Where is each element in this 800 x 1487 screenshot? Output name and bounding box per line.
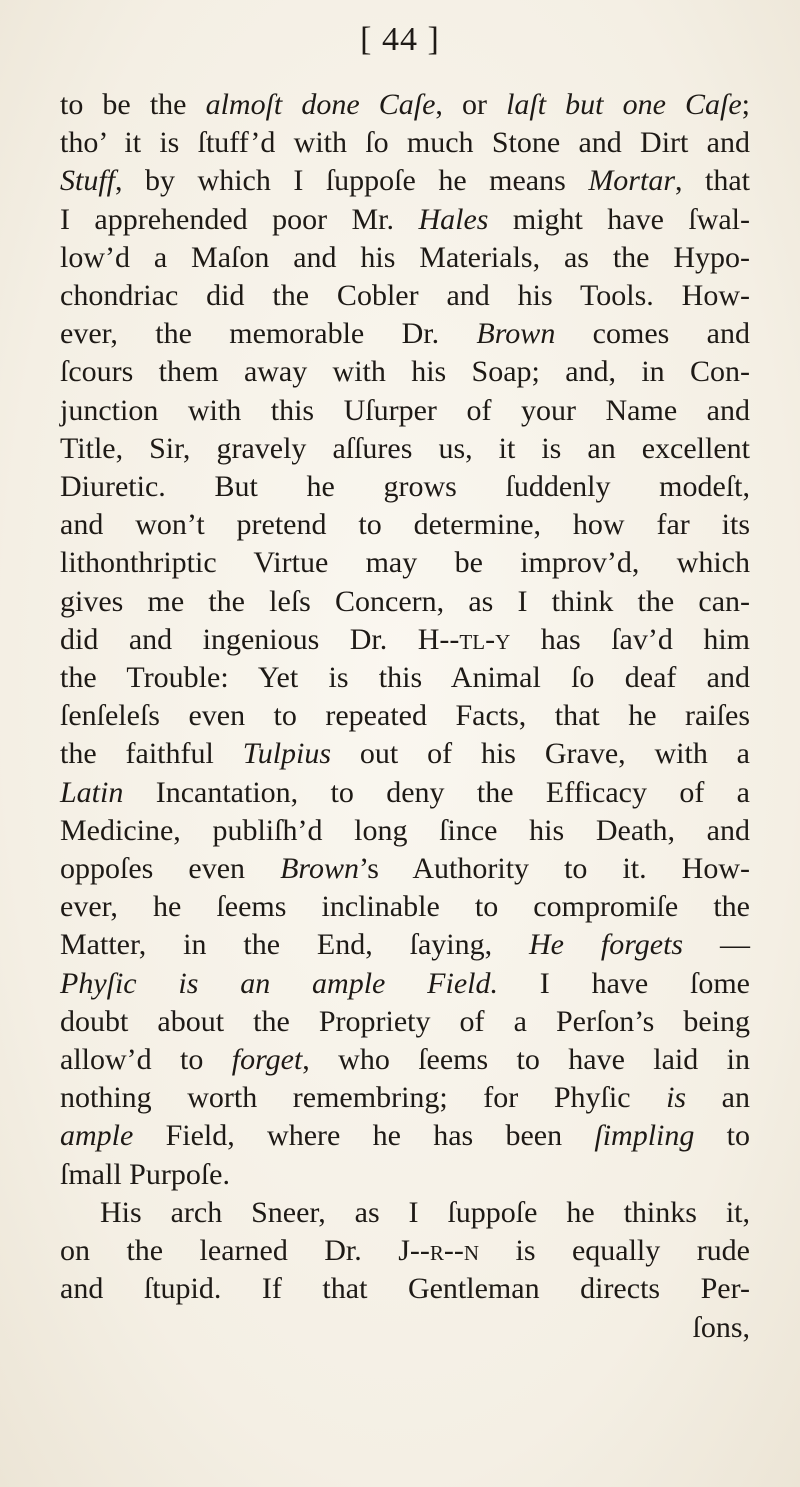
text-run: lithonthriptic Virtue may be improv’d, which xyxy=(60,546,750,580)
italic-text: ample xyxy=(60,1119,134,1153)
text-line xyxy=(60,201,750,239)
text-line xyxy=(60,583,750,621)
text-run: Medicine, publiſh’d long ſince his Death, and xyxy=(60,813,750,847)
text-run: to xyxy=(694,1119,750,1153)
text-line xyxy=(60,1270,750,1308)
italic-text: He forgets xyxy=(529,928,684,962)
text-run: , or xyxy=(435,88,507,121)
text-line xyxy=(60,1079,750,1117)
text-line xyxy=(60,1041,750,1079)
italic-text: Mortar xyxy=(588,164,675,198)
italic-text: Brown xyxy=(280,852,359,886)
text-run: - xyxy=(485,622,496,656)
text-run: tho’ it is ſtuff’d with ſo much Stone and Dirt and xyxy=(60,126,750,160)
text-line xyxy=(60,124,750,162)
text-line xyxy=(60,1194,750,1232)
text-run: I apprehended poor Mr. xyxy=(60,202,419,236)
text-run: Title, Sir, gravely aſſures us, it is an excellent xyxy=(60,431,750,465)
text-line xyxy=(60,468,750,506)
italic-text: Tulpius xyxy=(242,737,332,771)
text-run: and ſtupid. If that Gentleman directs Per- xyxy=(60,1272,750,1306)
text-run: tl xyxy=(459,622,486,656)
text-run: — xyxy=(683,928,750,962)
text-line xyxy=(60,353,750,391)
text-run: might have ſwal- xyxy=(488,202,751,236)
text-run: gives me the leſs Concern, as I think the can- xyxy=(60,584,750,618)
text-line xyxy=(60,1117,750,1155)
text-line xyxy=(60,162,750,200)
text-line xyxy=(60,621,750,659)
text-run: the Trouble: Yet is this Animal ſo deaf and xyxy=(60,661,750,695)
text-run: nothing worth remembring; for Phyſic xyxy=(60,1081,667,1115)
text-line xyxy=(60,735,750,773)
text-run: doubt about the Propriety of a Perſon’s being xyxy=(60,1004,750,1038)
text-run: junction with this Uſurper of your Name and xyxy=(60,393,750,427)
text-line xyxy=(60,86,750,124)
text-line xyxy=(60,239,750,277)
text-run: -- xyxy=(443,1234,464,1268)
text-run: ’s Authority to it. How- xyxy=(358,852,750,886)
text-run: out of his Grave, with a xyxy=(331,737,751,771)
text-run: , that xyxy=(675,164,750,198)
text-line xyxy=(60,697,750,735)
text-run: an xyxy=(686,1081,750,1115)
text-line xyxy=(60,1156,750,1194)
text-line xyxy=(60,544,750,582)
text-line xyxy=(60,812,750,850)
text-run: ſons, xyxy=(692,1310,750,1344)
text-run: is equally rude xyxy=(479,1234,751,1268)
italic-text: forget xyxy=(231,1043,303,1077)
italic-text: is xyxy=(666,1081,687,1115)
text-run: ever, he ſeems inclinable to compromiſe the xyxy=(60,890,750,924)
text-run: allow’d to xyxy=(60,1043,232,1077)
text-run: oppoſes even xyxy=(60,852,281,886)
text-line xyxy=(60,506,750,544)
page-number: [ 44 ] xyxy=(360,21,440,58)
text-run: to be the xyxy=(60,88,206,121)
text-run: Field, where he has been xyxy=(133,1119,595,1153)
text-run: has ſav’d him xyxy=(510,622,750,656)
text-run: ; xyxy=(741,88,750,121)
text-run: I have ſome xyxy=(497,966,751,1000)
italic-text: almoſt done Caſe xyxy=(205,88,436,121)
text-run: ſenſeleſs even to repeated Facts, that he raiſes xyxy=(60,699,750,733)
text-run: did and ingenious Dr. H-- xyxy=(60,622,460,656)
text-line xyxy=(60,277,750,315)
italic-text: laſt but one Caſe xyxy=(506,88,742,121)
text-run: the faithful xyxy=(60,737,243,771)
italic-text: Latin xyxy=(60,775,124,809)
text-run: ever, the memorable Dr. xyxy=(60,317,477,351)
text-run: His arch Sneer, as I ſuppoſe he thinks it, xyxy=(100,1195,750,1229)
text-line xyxy=(60,1232,750,1270)
italic-text: Hales xyxy=(418,202,489,236)
text-line xyxy=(60,888,750,926)
text-line xyxy=(60,1309,750,1347)
text-run: ſmall Purpoſe. xyxy=(60,1157,230,1191)
italic-text: Phyſic is an ample Field. xyxy=(60,966,498,1000)
text-line xyxy=(60,965,750,1003)
text-run: chondriac did the Cobler and his Tools. How- xyxy=(60,279,750,313)
text-run: n xyxy=(463,1234,480,1268)
text-run: Incantation, to deny the Efficacy of a xyxy=(123,775,750,809)
text-line xyxy=(60,392,750,430)
text-line xyxy=(60,1003,750,1041)
text-run: r xyxy=(429,1234,444,1268)
text-run: , who ſeems to have laid in xyxy=(302,1043,750,1077)
text-run: ſcours them away with his Soap; and, in Con- xyxy=(60,355,750,389)
text-line xyxy=(60,774,750,812)
italic-text: ſimpling xyxy=(594,1119,695,1153)
text-line xyxy=(60,926,750,964)
text-run: , by which I ſuppoſe he means xyxy=(115,164,589,198)
italic-text: Stuff xyxy=(60,164,116,198)
text-run: y xyxy=(495,622,511,656)
body-text xyxy=(60,86,750,1347)
text-line xyxy=(60,430,750,468)
text-run: and won’t pretend to determine, how far its xyxy=(60,508,750,542)
text-run: Diuretic. But he grows ſuddenly modeſt, xyxy=(60,470,750,504)
text-run: on the learned Dr. J-- xyxy=(60,1234,430,1268)
text-line xyxy=(60,315,750,353)
italic-text: Brown xyxy=(476,317,556,351)
text-run: Matter, in the End, ſaying, xyxy=(60,928,530,962)
text-run: low’d a Maſon and his Materials, as the Hypo- xyxy=(60,240,750,274)
text-line xyxy=(60,659,750,697)
text-line xyxy=(60,850,750,888)
text-run: comes and xyxy=(555,317,750,351)
